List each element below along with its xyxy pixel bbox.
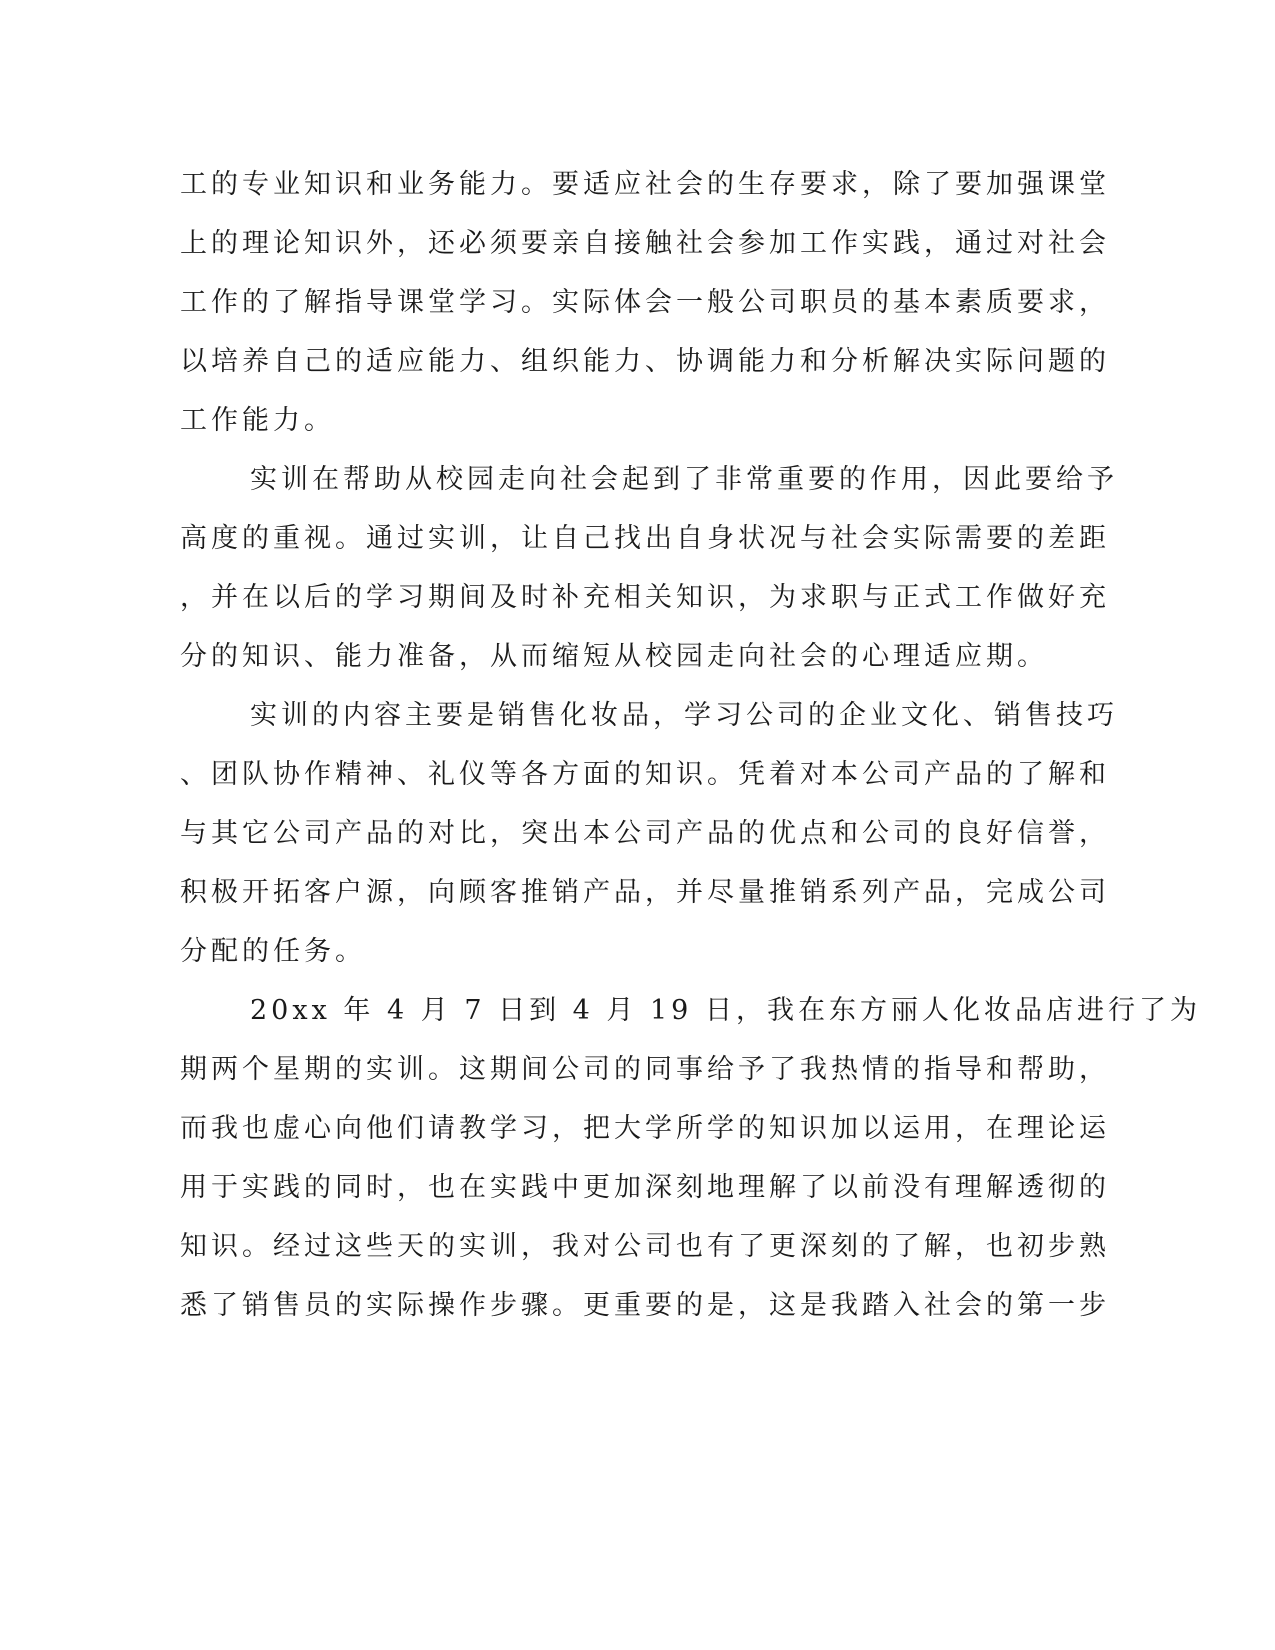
text-line: 以培养自己的适应能力、组织能力、协调能力和分析解决实际问题的	[180, 346, 1110, 377]
text-line: 而我也虚心向他们请教学习，把大学所学的知识加以运用，在理论运	[180, 1113, 1110, 1144]
text-line: 积极开拓客户源，向顾客推销产品，并尽量推销系列产品，完成公司	[180, 877, 1110, 908]
text-line: 分配的任务。	[180, 936, 366, 967]
text-line: ，并在以后的学习期间及时补充相关知识，为求职与正式工作做好充	[180, 582, 1110, 613]
paragraph-first-line: 实训在帮助从校园走向社会起到了非常重要的作用，因此要给予	[250, 464, 1118, 495]
text-line: 高度的重视。通过实训，让自己找出自身状况与社会实际需要的差距	[180, 523, 1110, 554]
text-line: 用于实践的同时，也在实践中更加深刻地理解了以前没有理解透彻的	[180, 1172, 1110, 1203]
text-line: 工作的了解指导课堂学习。实际体会一般公司职员的基本素质要求，	[180, 287, 1110, 318]
paragraph-first-line: 实训的内容主要是销售化妆品，学习公司的企业文化、销售技巧	[250, 700, 1118, 731]
text-line: 分的知识、能力准备，从而缩短从校园走向社会的心理适应期。	[180, 641, 1048, 672]
text-line: 、团队协作精神、礼仪等各方面的知识。凭着对本公司产品的了解和	[180, 759, 1110, 790]
document-body	[180, 155, 1201, 1335]
text-line: 上的理论知识外，还必须要亲自接触社会参加工作实践，通过对社会	[180, 228, 1110, 259]
text-line: 与其它公司产品的对比，突出本公司产品的优点和公司的良好信誉，	[180, 818, 1110, 849]
text-line: 悉了销售员的实际操作步骤。更重要的是，这是我踏入社会的第一步	[180, 1290, 1110, 1321]
text-line: 期两个星期的实训。这期间公司的同事给予了我热情的指导和帮助，	[180, 1054, 1110, 1085]
text-line: 知识。经过这些天的实训，我对公司也有了更深刻的了解，也初步熟	[180, 1231, 1110, 1262]
text-line: 工作能力。	[180, 405, 335, 436]
paragraph-first-line: 20xx 年 4 月 7 日到 4 月 19 日，我在东方丽人化妆品店进行了为	[250, 995, 1201, 1026]
text-line: 工的专业知识和业务能力。要适应社会的生存要求，除了要加强课堂	[180, 169, 1110, 200]
